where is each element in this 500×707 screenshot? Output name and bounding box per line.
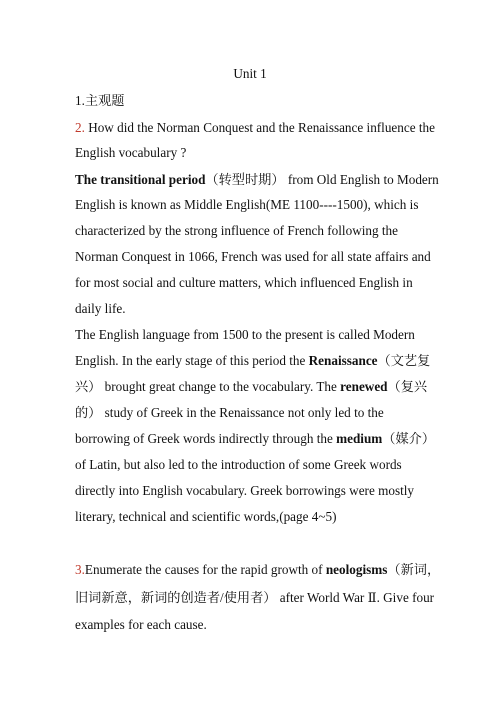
question-2-text-1: How did the Norman Conquest and the Renaissance influence the (84, 120, 435, 135)
answer-2-para-1-line-2: English is known as Middle English(ME 1100----1500), which is (75, 197, 419, 212)
answer-text: （媒介） (382, 431, 436, 446)
term-renewed: renewed (340, 379, 388, 394)
question-3-number: 3. (75, 562, 85, 577)
question-3-line-1 (75, 562, 440, 578)
question-text: Enumerate the causes for the rapid growth of (84, 562, 326, 577)
answer-2-para-2-line-4: 的） study of Greek in the Renaissance not only led to the (75, 405, 384, 420)
term-renaissance: Renaissance (308, 353, 378, 368)
answer-text: borrowing of Greek words indirectly through the (75, 431, 337, 446)
answer-2-para-2-line-8: literary, technical and scientific words,(page 4~5) (75, 509, 337, 524)
answer-2-para-2-line-5 (75, 431, 435, 447)
question-2-line-1 (75, 120, 435, 136)
page-title: Unit 1 (233, 66, 267, 81)
question-3-line-3: examples for each cause. (75, 617, 207, 632)
question-2-number: 2. (75, 120, 85, 135)
answer-2-para-2-line-1: The English language from 1500 to the present is called Modern (75, 327, 415, 342)
answer-2-para-1-line-4: Norman Conquest in 1066, French was used for all state affairs and (75, 249, 431, 264)
term-medium: medium (336, 431, 383, 446)
answer-2-para-1-line-6: daily life. (75, 301, 126, 316)
answer-2-para-2-line-3 (75, 379, 427, 395)
answer-text: 兴） brought great change to the vocabulary. The (75, 379, 341, 394)
section-heading: 1.主观题 (75, 93, 125, 108)
answer-2-para-1-line-1 (75, 172, 439, 188)
answer-2-para-2-line-2 (75, 353, 430, 369)
answer-2-para-2-line-7: directly into English vocabulary. Greek borrowings were mostly (75, 483, 415, 498)
answer-text: English. In the early stage of this period the (75, 353, 309, 368)
question-2-line-2: English vocabulary ? (75, 145, 187, 160)
term-transitional-period: The transitional period (75, 172, 206, 187)
term-neologisms: neologisms (325, 562, 388, 577)
answer-text: （转型时期） from Old English to Modern (205, 172, 439, 187)
answer-text: （文艺复 (377, 353, 431, 368)
question-text: （新词， (387, 562, 441, 577)
answer-text: （复兴 (387, 379, 428, 394)
question-3-line-2: 旧词新意，新词的创造者/使用者） after World War Ⅱ. Give four (75, 590, 435, 605)
answer-2-para-1-line-5: for most social and culture matters, which influenced English in (75, 275, 413, 290)
answer-2-para-2-line-6: of Latin, but also led to the introduction of some Greek words (75, 457, 402, 472)
answer-2-para-1-line-3: characterized by the strong influence of French following the (75, 223, 398, 238)
